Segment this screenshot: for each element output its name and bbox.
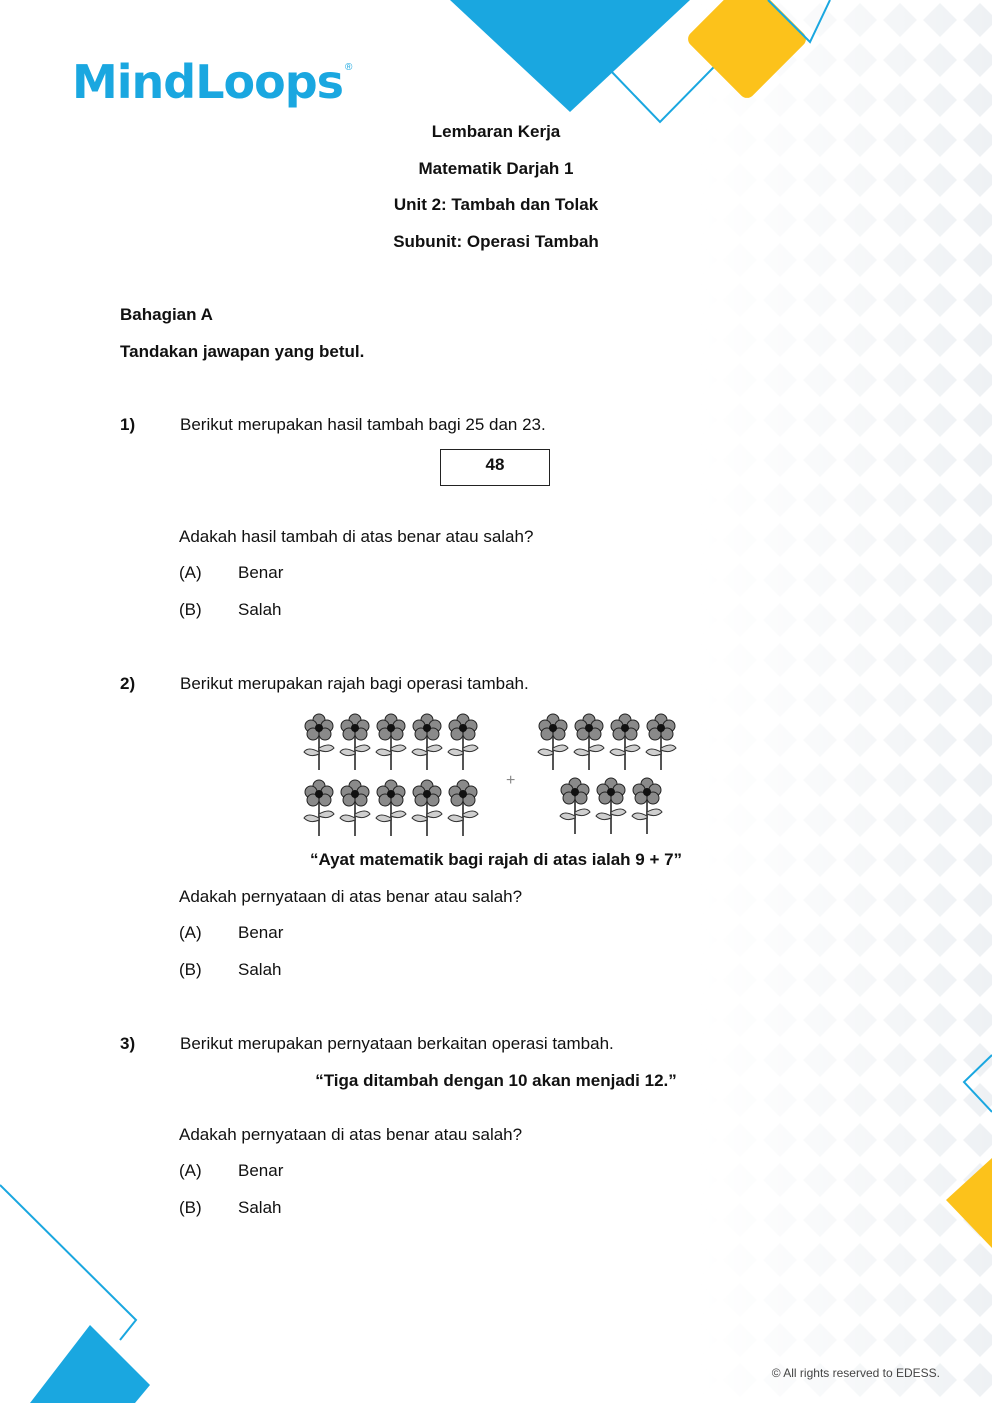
plus-sign: + (506, 772, 516, 789)
flower-icon (628, 776, 666, 836)
question-2-option-b-text[interactable]: Salah (238, 960, 282, 979)
flower-icon (336, 712, 374, 772)
flower-icon (300, 778, 338, 838)
flower-icon (408, 712, 446, 772)
question-1-option-b-text[interactable]: Salah (238, 600, 282, 619)
question-3-option-b-text[interactable]: Salah (238, 1198, 282, 1217)
question-1-option-b-letter[interactable]: (B) (179, 600, 202, 619)
subunit-title: Subunit: Operasi Tambah (393, 232, 599, 251)
subject-title: Matematik Darjah 1 (418, 159, 574, 178)
question-3-statement: “Tiga ditambah dengan 10 akan menjadi 12.” (315, 1071, 677, 1090)
flower-icon (556, 776, 594, 836)
question-2-prompt: Adakah pernyataan di atas benar atau salah? (179, 887, 523, 906)
question-3-option-a-letter[interactable]: (A) (179, 1161, 202, 1180)
question-2-option-a-letter[interactable]: (A) (179, 923, 202, 942)
question-2-text: Berikut merupakan rajah bagi operasi tambah. (180, 674, 529, 693)
flower-icon (372, 778, 410, 838)
question-1-option-a-text[interactable]: Benar (238, 563, 284, 582)
flower-icon (444, 778, 482, 838)
flower-addition-figure (296, 712, 696, 840)
question-2-option-b-letter[interactable]: (B) (179, 960, 202, 979)
flower-icon (300, 712, 338, 772)
worksheet-title: Lembaran Kerja (431, 122, 561, 141)
question-3-option-a-text[interactable]: Benar (238, 1161, 284, 1180)
flower-icon (642, 712, 680, 772)
question-1-option-a-letter[interactable]: (A) (179, 563, 202, 582)
flower-icon (570, 712, 608, 772)
logo-text: MindLoops (72, 55, 344, 109)
question-3-text: Berikut merupakan pernyataan berkaitan operasi tambah. (180, 1034, 614, 1053)
question-2-number: 2) (120, 674, 136, 693)
flower-icon (408, 778, 446, 838)
question-3-option-b-letter[interactable]: (B) (179, 1198, 202, 1217)
flower-icon (606, 712, 644, 772)
flower-icon (592, 776, 630, 836)
flower-icon (534, 712, 572, 772)
question-2-option-a-text[interactable]: Benar (238, 923, 284, 942)
brand-logo (72, 54, 352, 110)
question-1-text: Berikut merupakan hasil tambah bagi 25 dan 23. (180, 415, 546, 434)
unit-title: Unit 2: Tambah dan Tolak (393, 195, 599, 214)
flower-icon (444, 712, 482, 772)
question-3-prompt: Adakah pernyataan di atas benar atau salah? (179, 1125, 523, 1144)
flower-icon (372, 712, 410, 772)
copyright-footer: © All rights reserved to EDESS. (771, 1366, 940, 1380)
registered-mark: ® (345, 62, 353, 73)
section-instruction: Tandakan jawapan yang betul. (120, 342, 365, 361)
question-1-number: 1) (120, 415, 136, 434)
question-2-statement: “Ayat matematik bagi rajah di atas ialah 9 + 7” (309, 850, 683, 869)
sum-result-box: 48 (440, 449, 550, 486)
flower-icon (336, 778, 374, 838)
question-3-number: 3) (120, 1034, 136, 1053)
question-1-prompt: Adakah hasil tambah di atas benar atau salah? (179, 527, 534, 546)
section-title: Bahagian A (120, 305, 213, 324)
